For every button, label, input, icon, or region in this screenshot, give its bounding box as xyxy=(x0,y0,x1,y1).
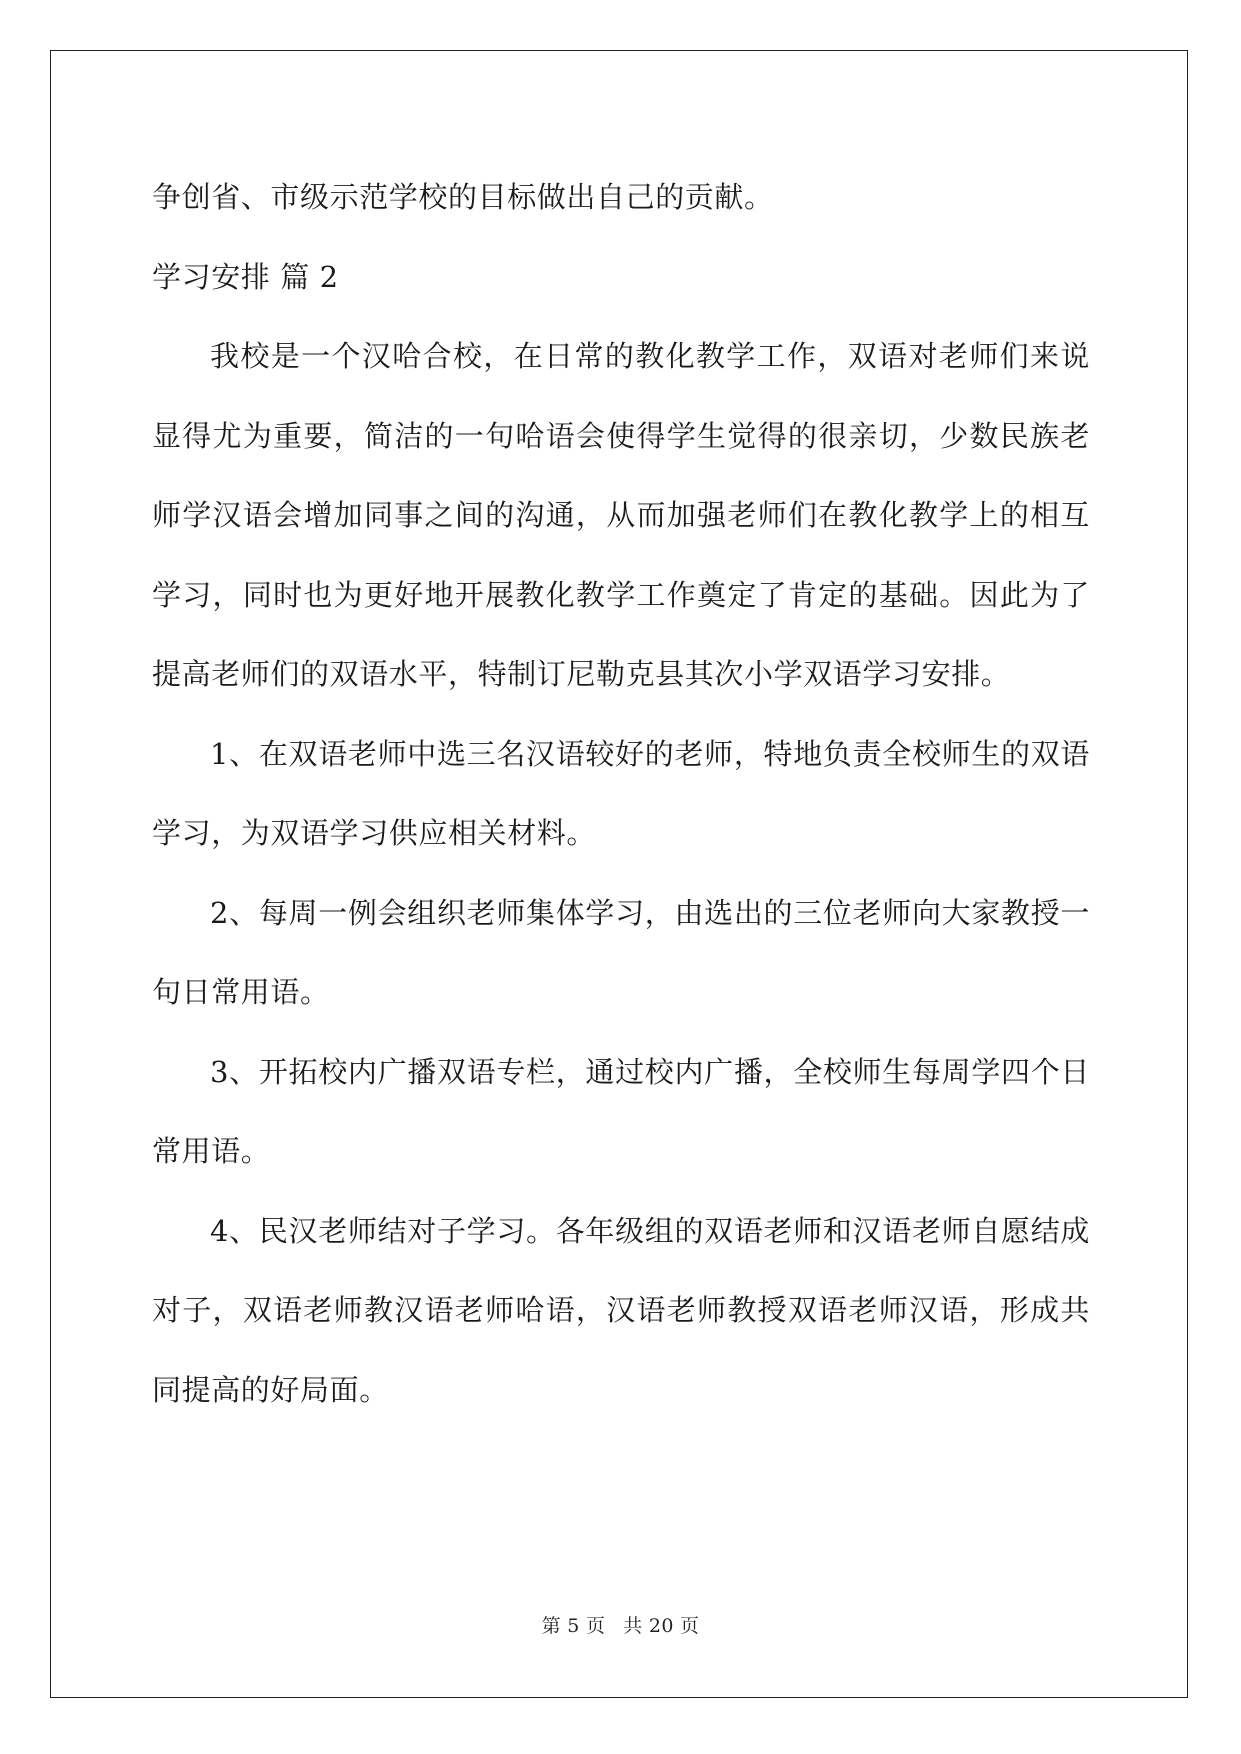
section-heading: 学习安排 篇 2 xyxy=(152,259,339,294)
paragraph-item-2: 2、每周一例会组织老师集体学习，由选出的三位老师向大家教授一句日常用语。 xyxy=(152,895,1090,1009)
paragraph-intro: 我校是一个汉哈合校，在日常的教化教学工作，双语对老师们来说显得尤为重要，简洁的一句哈语会使得学生觉得的很亲切，少数民族老师学汉语会增加同事之间的沟通，从而加强老师们在教化教学上的相互学习，同时也为更好地开展教化教学工作奠定了肯定的基础。因此为了提高老师们的双语水平，特制订尼勒克县其次小学双语学习安排。 xyxy=(152,339,1090,691)
paragraph-item-3: 3、开拓校内广播双语专栏，通过校内广播，全校师生每周学四个日常用语。 xyxy=(152,1054,1090,1168)
document-body xyxy=(152,158,1090,1430)
page-total: 共 20 页 xyxy=(623,1615,700,1637)
page-footer xyxy=(0,1611,1241,1638)
paragraph-item-1: 1、在双语老师中选三名汉语较好的老师，特地负责全校师生的双语学习，为双语学习供应相关材料。 xyxy=(152,736,1090,850)
paragraph-continuation: 争创省、市级示范学校的目标做出自己的贡献。 xyxy=(152,180,774,214)
paragraph-item-4: 4、民汉老师结对子学习。各年级组的双语老师和汉语老师自愿结成对子，双语老师教汉语老师哈语，汉语老师教授双语老师汉语，形成共同提高的好局面。 xyxy=(152,1213,1090,1407)
page-number: 第 5 页 xyxy=(541,1615,606,1637)
